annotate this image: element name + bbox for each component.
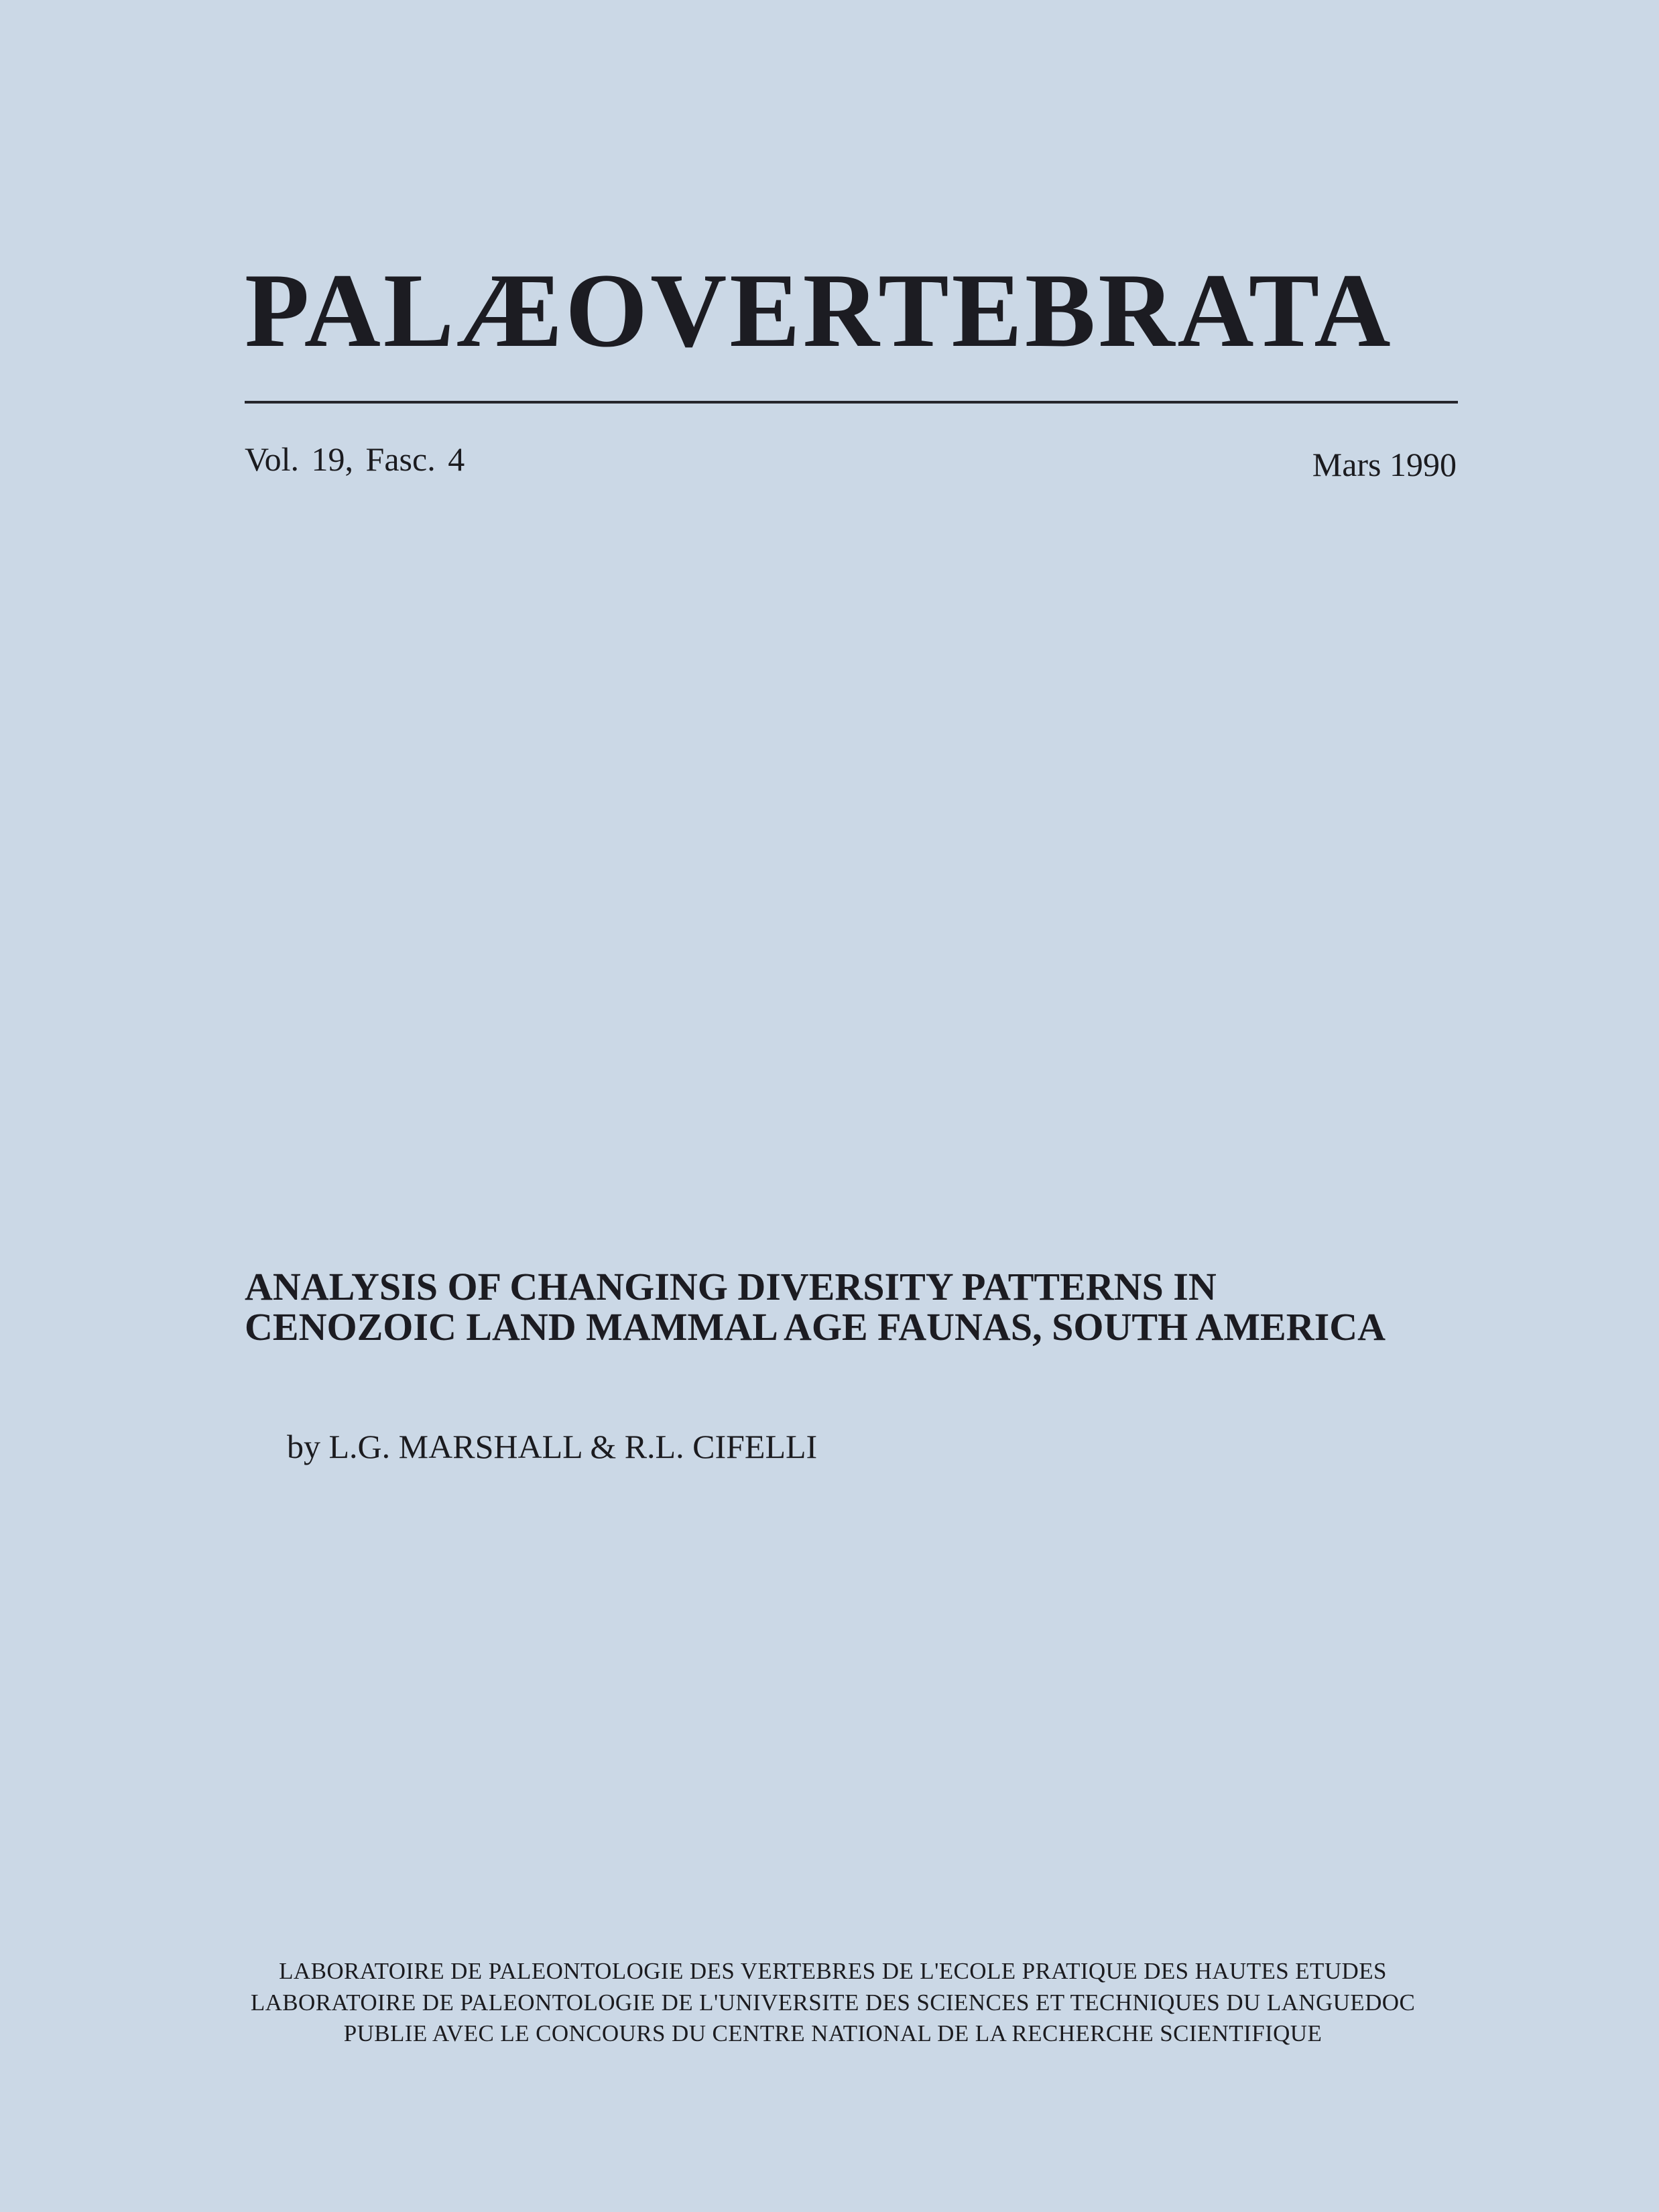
title-divider — [245, 401, 1458, 404]
article-title-line-1: ANALYSIS OF CHANGING DIVERSITY PATTERNS IN — [245, 1265, 1217, 1308]
publisher-line-1: LABORATOIRE DE PALEONTOLOGIE DES VERTEBRES DE L'ECOLE PRATIQUE DES HAUTES ETUDES — [279, 1958, 1387, 1984]
publisher-line-2: LABORATOIRE DE PALEONTOLOGIE DE L'UNIVERSITE DES SCIENCES ET TECHNIQUES DU LANGUEDOC — [250, 1989, 1416, 2016]
author-byline: by L.G. MARSHALL & R.L. CIFELLI — [287, 1428, 818, 1465]
issue-date: Mars 1990 — [1312, 446, 1457, 483]
article-title — [245, 1267, 1518, 1348]
publisher-block — [201, 1956, 1465, 2050]
volume-info: Vol. 19, Fasc. 4 — [245, 440, 465, 478]
article-title-line-2: CENOZOIC LAND MAMMAL AGE FAUNAS, SOUTH AMERICA — [245, 1305, 1386, 1349]
publisher-line-3: PUBLIE AVEC LE CONCOURS DU CENTRE NATIONAL DE LA RECHERCHE SCIENTIFIQUE — [343, 2020, 1323, 2047]
journal-title: PALÆOVERTEBRATA — [245, 252, 1394, 369]
